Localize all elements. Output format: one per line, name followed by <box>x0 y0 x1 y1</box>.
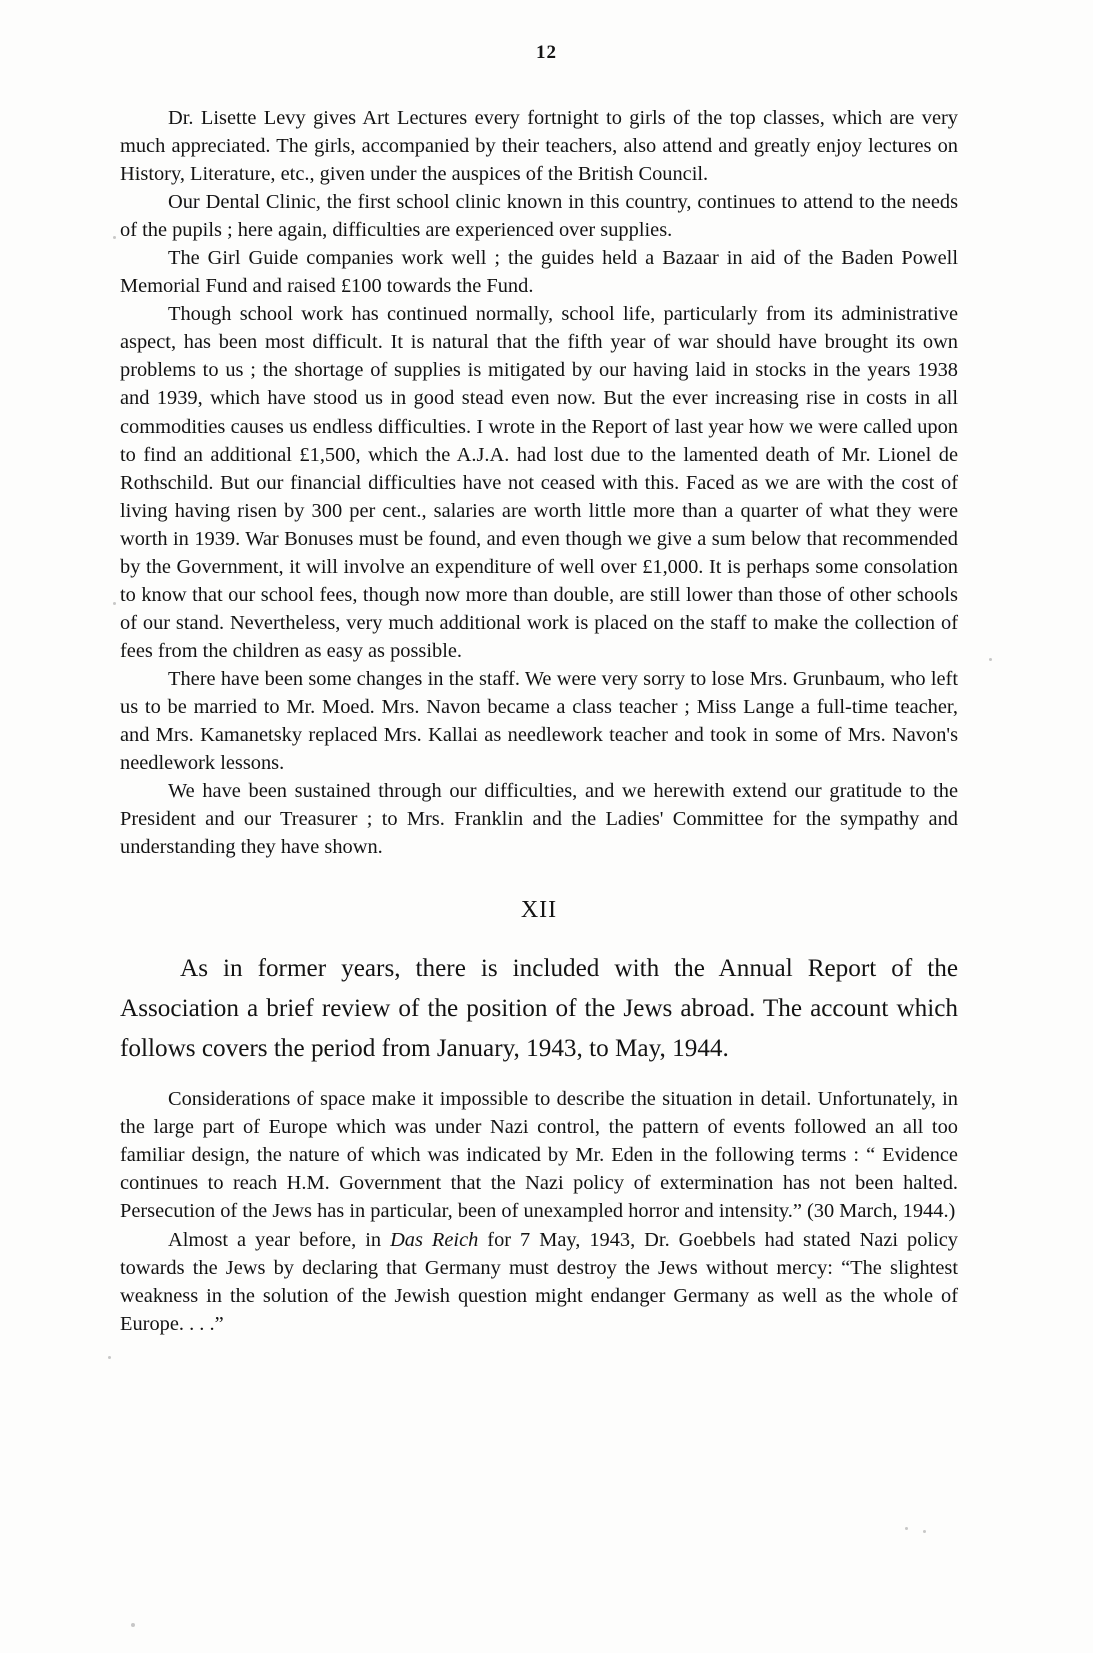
paragraph-girl-guides: The Girl Guide companies work well ; the guides held a Bazaar in aid of the Baden Powell Memorial Fund and raised £100 towards the Fund. <box>120 247 958 298</box>
publication-title-das-reich: Das Reich <box>390 1228 479 1251</box>
page-number: 12 <box>536 42 557 63</box>
paragraph-das-reich-goebbels <box>120 1226 958 1338</box>
scan-speck <box>131 1623 135 1627</box>
paragraph-dental-clinic: Our Dental Clinic, the first school clinic known in this country, continues to attend to the needs of the pupils ; here again, difficulties are experienced over supplies. <box>120 191 958 242</box>
text-run-roman: Almost a year before, in <box>168 1228 391 1251</box>
paragraph-gratitude: We have been sustained through our difficulties, and we herewith extend our gratitude to the President and our Treasurer ; to Mrs. Franklin and the Ladies' Committee for the sympathy and understanding they have shown. <box>120 780 958 859</box>
text-run-roman: Considerations of space make it impossible to describe the situation in detail. Unfortunately, in the large part of Europe which was under Nazi control, the pattern of events followed an all too familiar design, the nature of which was indicated by Mr. Eden in the following terms : “ Evidence continues to reach H.M. Government that the Nazi policy of extermination has not been halted. Persecution of the Jews has in particular, been of unexampled horror and intensity.” (30 March, 1944.) <box>120 1088 958 1223</box>
page-content <box>120 104 958 1338</box>
paragraph-considerations-of-space <box>120 1085 958 1225</box>
scan-speck <box>113 602 116 605</box>
paragraph-art-lectures: Dr. Lisette Levy gives Art Lectures every fortnight to girls of the top classes, which are very much appreciated. The girls, accompanied by their teachers, also attend and greatly enjoy lectures on History, Literature, etc., given under the auspices of the British Council. <box>120 107 958 186</box>
paragraph-staff-changes: There have been some changes in the staff. We were very sorry to lose Mrs. Grunbaum, who left us to be married to Mr. Moed. Mrs. Navon became a class teacher ; Miss Lange a full-time teacher, and Mrs. Kamanetsky replaced Mrs. Kallai as needlework teacher and took in some of Mrs. Navon's needlework lessons. <box>120 667 958 775</box>
scan-speck <box>923 1530 926 1533</box>
paragraph-school-work: Though school work has continued normally, school life, particularly from its administrative aspect, has been most difficult. It is natural that the fifth year of war should have brought its own problems to us ; the shortage of supplies is mitigated by our having laid in stocks in the years 1938 and 1939, which have stood us in good stead even now. But the ever increasing rise in costs in all commodities causes us endless difficulties. I wrote in the Report of last year how we were called upon to find an additional £1,500, which the A.J.A. had lost due to the lamented death of Mr. Lionel de Rothschild. But our financial difficulties have not ceased with this. Faced as we are with the cost of living having risen by 300 per cent., salaries are worth little more than a quarter of what they were worth in 1939. War Bonuses must be found, and even though we give a sum below that recommended by the Government, it will involve an expenditure of well over £1,000. It is perhaps some consolation to know that our school fees, though now more than double, are still lower than those of other schools of our stand. Nevertheless, very much additional work is placed on the staff to make the collection of fees from the children as easy as possible. <box>120 303 958 662</box>
scan-speck <box>989 658 992 661</box>
paragraph-lead-annual-report: As in former years, there is included with the Annual Report of the Association a brief review of the position of the Jews abroad. The account which follows covers the period from January, 1943, to May, 1944. <box>120 955 958 1063</box>
section-heading-xii: XII <box>520 897 558 924</box>
scan-speck <box>113 236 116 239</box>
scan-speck <box>108 1356 111 1359</box>
scan-speck <box>905 1527 908 1530</box>
text-run-roman-2: for 7 May, 1943, Dr. Goebbels had stated Nazi policy towards the Jews by declaring that Germany must destroy the Jews without mercy: “The slightest weakness in the solution of the Jewish question might endanger Germany as well as the whole of Europe. . . .” <box>120 1228 959 1335</box>
